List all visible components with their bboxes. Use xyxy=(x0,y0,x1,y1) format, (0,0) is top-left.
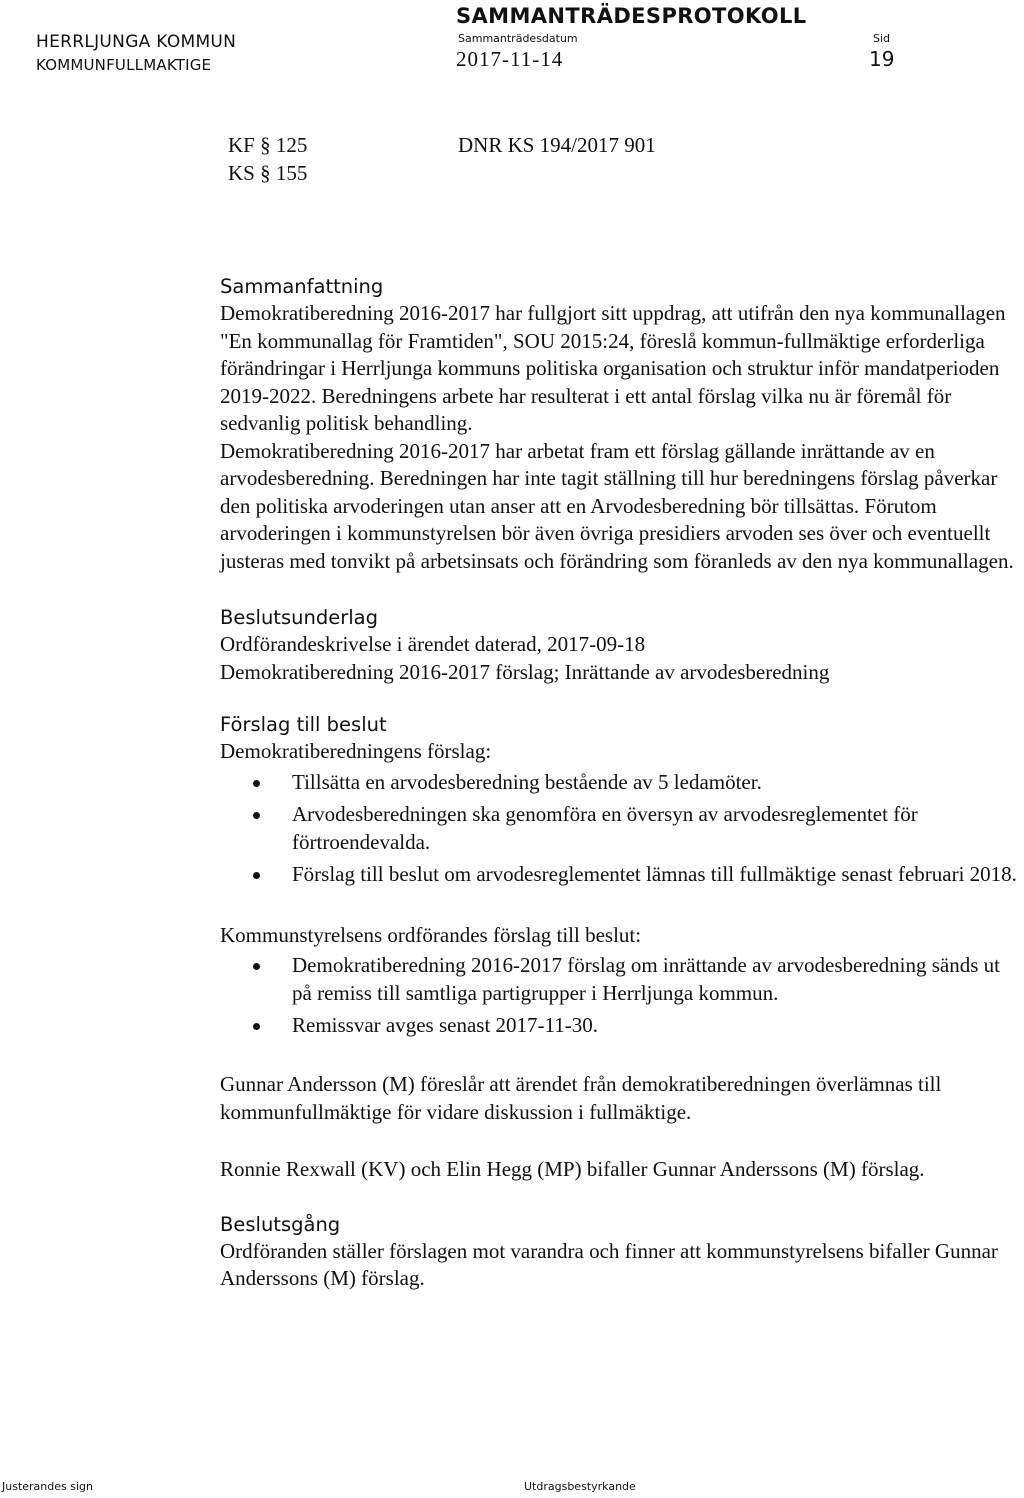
basis-item: Demokratiberedning 2016-2017 förslag; Inrättande av arvodesberedning xyxy=(220,659,830,684)
page-number: 19 xyxy=(869,47,895,71)
summary-text xyxy=(220,300,1024,575)
basis-item: Ordförandeskrivelse i ärendet daterad, 2017-09-18 xyxy=(220,632,646,656)
proposal-intro-2: Kommunstyrelsens ordförandes förslag till beslut: xyxy=(220,922,642,947)
basis-list xyxy=(220,631,1024,686)
bullet-icon xyxy=(253,963,260,970)
bullet-icon xyxy=(253,1023,260,1030)
list-item: Arvodesberedningen ska genomföra en översyn av arvodesreglementet för förtroendevalda. xyxy=(220,800,1024,856)
bullet-icon xyxy=(253,812,260,819)
statement-support: Ronnie Rexwall (KV) och Elin Hegg (MP) bifaller Gunnar Anderssons (M) förslag. xyxy=(220,1157,925,1181)
list-item: Remissvar avges senast 2017-11-30. xyxy=(220,1011,1024,1039)
proposal-intro-1: Demokratiberedningens förslag: xyxy=(220,739,492,763)
meeting-date-value: 2017-11-14 xyxy=(456,47,564,71)
ks-paragraph-ref: KS § 155 xyxy=(228,161,308,185)
certification-label: Utdragsbestyrkande xyxy=(524,1480,636,1493)
summary-heading: Sammanfattning xyxy=(220,275,384,298)
summary-paragraph-2: Demokratiberedning 2016-2017 har arbetat fram ett förslag gällande inrättande av en arvodesberedning. Beredningen har inte tagit ställning till hur beredningens förslag påverkar den politiska arvoderingen utan anser att en Arvodesberedning bör tillsättas. Förutom arvoderingen i kommunstyrelsen bör även övriga presidiers arvoden ses över och eventuellt justeras med tonvikt på arbetsinsats och förändring som föranleds av den nya kommunallagen. xyxy=(220,438,1014,573)
list-item: Demokratiberedning 2016-2017 förslag om inrättande av arvodesberedning sänds ut på remiss till samtliga partigrupper i Herrljunga kommun. xyxy=(220,951,1024,1007)
document-body xyxy=(220,274,1024,1293)
case-number: DNR KS 194/2017 901 xyxy=(458,133,656,157)
proposal-list-2 xyxy=(220,951,1024,1039)
procedure-text: Ordföranden ställer förslagen mot varandra och finner att kommunstyrelsens bifaller Gunnar Anderssons (M) förslag. xyxy=(220,1238,998,1290)
statement-andersson: Gunnar Andersson (M) föreslår att ärendet från demokratiberedningen överlämnas till kommunfullmäktige för vidare diskussion i fullmäktige. xyxy=(220,1072,942,1124)
organization-unit: KOMMUNFULLMAKTIGE xyxy=(36,56,212,74)
bullet-icon xyxy=(253,780,260,787)
page-label: Sid xyxy=(873,32,891,45)
list-item: Förslag till beslut om arvodesreglementet lämnas till fullmäktige senast februari 2018. xyxy=(220,860,1024,888)
bullet-icon xyxy=(253,872,260,879)
proposal-list-1 xyxy=(220,768,1024,888)
organization-name: HERRLJUNGA KOMMUN xyxy=(36,32,237,52)
summary-paragraph-1: Demokratiberedning 2016-2017 har fullgjort sitt uppdrag, att utifrån den nya kommunallagen "En kommunallag för Framtiden", SOU 2015:24, föreslå kommun-fullmäktige erforderliga förändringar i Herrljunga kommuns politiska organisation och struktur inför mandatperioden 2019-2022. Beredningens arbete har resulterat i ett antal förslag vilka nu är föremål för sedvanlig politisk behandling. xyxy=(220,301,1006,435)
kf-paragraph-ref: KF § 125 xyxy=(228,133,308,157)
signature-label: Justerandes sign xyxy=(2,1480,93,1493)
procedure-heading: Beslutsgång xyxy=(220,1212,341,1236)
proposal-heading: Förslag till beslut xyxy=(220,713,387,736)
list-item: Tillsätta en arvodesberedning bestående av 5 ledamöter. xyxy=(220,768,1024,796)
basis-heading: Beslutsunderlag xyxy=(220,606,378,629)
meeting-date-label: Sammanträdesdatum xyxy=(458,32,578,45)
document-title: SAMMANTRÄDESPROTOKOLL xyxy=(456,4,807,28)
